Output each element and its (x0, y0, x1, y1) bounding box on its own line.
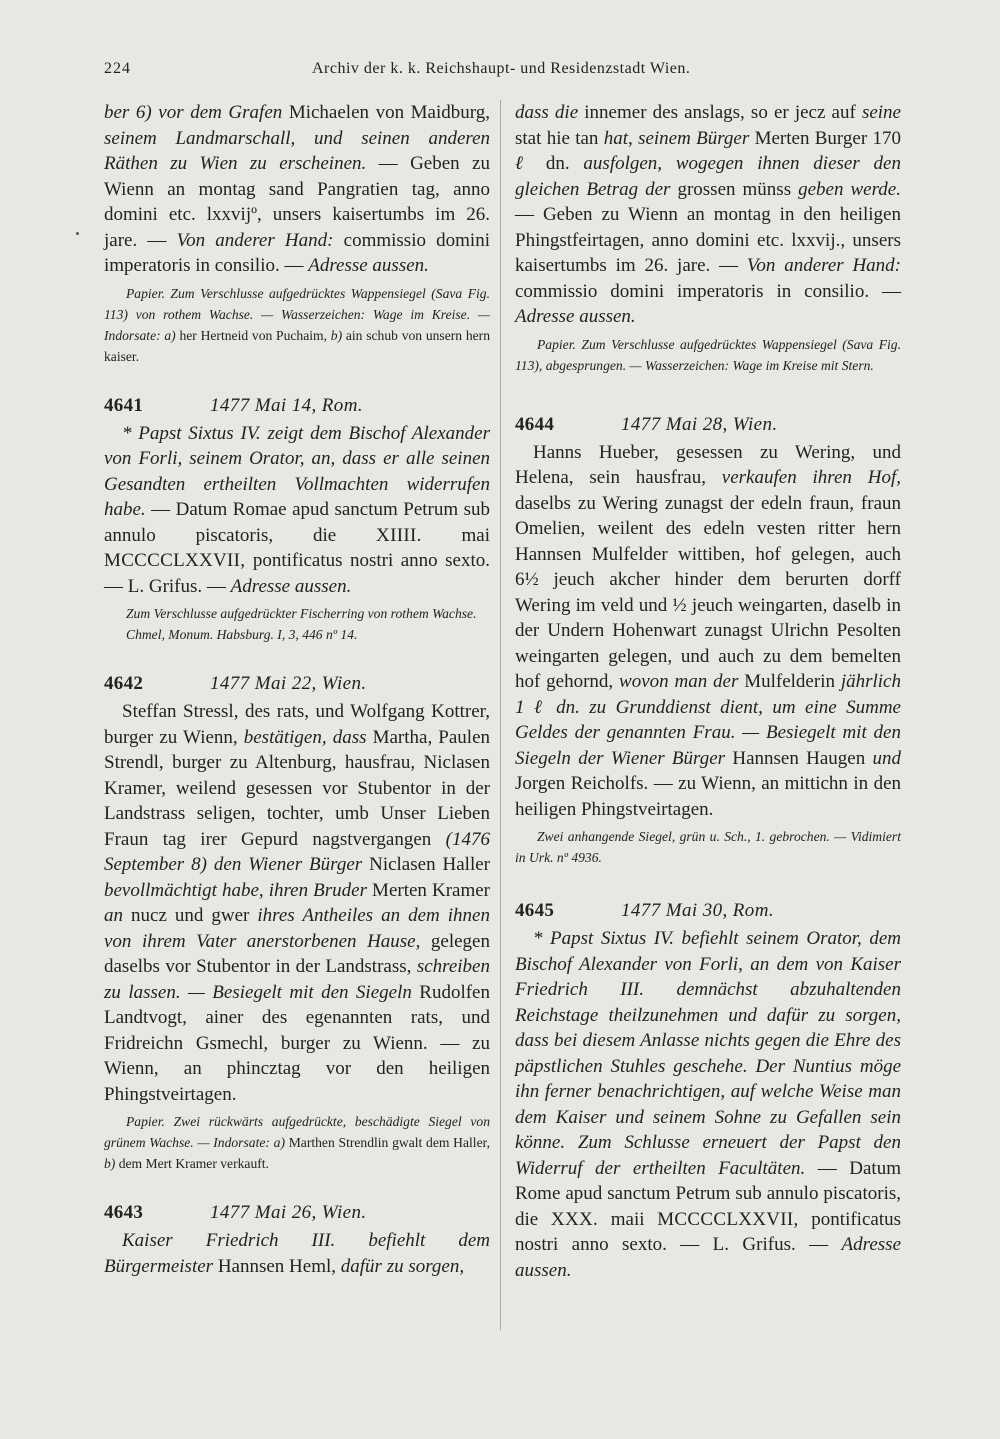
text-run: dem Mert Kramer verkauft. (115, 1156, 269, 1171)
text-run: pontificatus nostri anno sexto. — L. Grifus. — (104, 550, 490, 597)
italic-run: Adresse aussen. (308, 255, 429, 276)
entry-text (104, 421, 490, 600)
entry-text (515, 100, 901, 330)
italic-run: (1476 September 8) den Wiener Bürger (104, 828, 490, 875)
italic-run: Von anderer Hand: (176, 229, 334, 251)
italic-run: und (872, 747, 901, 769)
italic-run: seinem Landmarschall, und seinen anderen Räthen zu Wien zu erscheinen. (104, 127, 490, 174)
text-run: — Geben zu Wienn an montag in den heiligen Phingstfeirtagen, anno domini etc. lxxvij., unsers kaisertumbs im 26. jare. — (515, 204, 901, 276)
entry-header (515, 412, 901, 438)
italic-run: ihres Antheiles an dem ihnen von ihrem Vater anerstorbenen Hause, (104, 905, 490, 952)
entry-note (515, 826, 901, 868)
text-run: Merten Kramer (367, 879, 490, 901)
entry-note (104, 603, 490, 624)
left-column (104, 100, 490, 1279)
entry-note (515, 334, 901, 376)
italic-run: Papier. Zum Verschlusse aufgedrücktes Wappensiegel (Sava Fig. 113), abgesprungen. — Wasserzeichen: Wage im Kreise mit Stern. (515, 336, 901, 373)
text-run: Martha, Paulen Strendl, burger zu Altenburg, hausfrau, Niclasen Kramer, weilend gesessen vor Stubentor in der Landstrass seligen, tochter, umb Unser Lieben Fraun tag irer Gepurd nagstvergangen (104, 726, 490, 850)
entry-number: 4645 (515, 900, 555, 921)
entry-number: 4643 (104, 1202, 144, 1223)
entry-header (104, 671, 490, 697)
text-run: commissio domini imperatoris in consilio. — (104, 229, 490, 276)
roman-numeral: XXX. (550, 1208, 599, 1230)
running-header (0, 60, 1000, 90)
italic-run: seine (861, 102, 901, 123)
text-run: Hanns Hueber, gesessen zu Wering, und Helena, sein hausfrau, (515, 441, 901, 488)
italic-run: wovon man der (619, 671, 739, 692)
entry-date: 1477 Mai 22, Wien. (210, 673, 367, 694)
entry-text (515, 440, 901, 823)
roman-numeral: MCCCCLXXVII, (104, 550, 246, 571)
entry-4645 (515, 898, 901, 1283)
italic-run: Adresse aussen. (230, 575, 352, 597)
italic-run: an (104, 905, 123, 926)
text-run: Marthen Strendlin gwalt dem Haller, (284, 1135, 490, 1150)
entry-text (515, 926, 901, 1283)
italic-run: Papier. Zum Verschlusse aufgedrücktes Wappensiegel (Sava Fig. 113) von rothem Wachse. — Wasserzeichen: Wage im Kreise. — Indorsate: a) (104, 285, 490, 343)
italic-run: ber 6) vor dem Grafen (104, 102, 283, 123)
text-run: stat hie tan (515, 127, 604, 149)
right-column (515, 100, 901, 1283)
text-run: Michaelen von Maidburg, (282, 102, 490, 123)
page-number: 224 (104, 60, 131, 77)
entry-4642 (104, 671, 490, 1174)
text-run: Steffan Stressl, des rats, und Wolfgang Kottrer, burger zu Wienn, (104, 701, 490, 748)
text-run: ain schub von unsern hern kaiser. (104, 327, 490, 364)
text-run: — Datum Romae apud sanctum Petrum sub annulo piscatoris, die (104, 499, 490, 546)
italic-run: geben werde. (798, 178, 901, 200)
entry-note (104, 283, 490, 367)
running-title: Archiv der k. k. Reichshaupt- und Residenzstadt Wien. (312, 60, 691, 77)
text-run: — Datum Rome apud sanctum Petrum sub annulo piscatoris, die (515, 1157, 901, 1230)
entry-date: 1477 Mai 30, Rom. (621, 900, 774, 921)
italic-run: ausfolgen, wogegen ihnen dieser den gleichen Betrag der (515, 153, 901, 200)
italic-run: Papier. Zwei rückwärts aufgedrückte, beschädigte Siegel von grünem Wachse. — Indorsate: a) (104, 1114, 490, 1150)
roman-numeral: XIIII. (376, 524, 422, 546)
italic-run: Adresse aussen. (515, 1234, 901, 1281)
text-run: Jorgen Reicholfs. — zu Wienn, an mittichn in den heiligen Phingstveirtagen. (515, 773, 901, 820)
italic-run: dass die (515, 102, 579, 123)
text-run: daselbs zu Wering zunagst der edeln fraun, fraun Omelien, weilent des edeln vesten ritter hern Hannsen Mulfelder wittiben, hof gelegen, auch 6½ jeuch akcher hinder dem berurten dorff Wering im veld und ½ jeuch weingarten, daselb in der Undern Hohenwart zunagst Ulrichn Pesolten weingarten gelegen, und auch zu dem bemelten hof gehornd, (515, 492, 901, 692)
italic-run: b) (330, 327, 343, 343)
entry-text (104, 100, 490, 279)
text-run: Niclasen Haller (362, 854, 490, 875)
text-run: Hannsen Heml, (213, 1255, 341, 1277)
entry-number: 4641 (104, 394, 144, 416)
entry-header (104, 1200, 490, 1226)
text-run: nucz und gwer (123, 905, 258, 926)
text-run: Merten Burger 170 (749, 127, 901, 149)
text-run: mai (421, 524, 490, 546)
italic-run: * Papst Sixtus IV. zeigt dem Bischof Alexander von Forli, seinem Orator, an, dass er alle seinen Gesandten ertheilten Vollmachten widerrufen habe. (104, 422, 490, 520)
text-run: maii (598, 1208, 658, 1230)
italic-run: jährlich 1 ℓ dn. zu Grunddienst dient, um eine Summe Geldes der genannten Frau. — Besiegelt mit den Siegeln der Wiener Bürger (515, 671, 901, 769)
entry-header (515, 898, 901, 924)
pound-symbol: ℓ (515, 153, 532, 174)
italic-run: Von anderer Hand: (746, 255, 901, 276)
entry-date: 1477 Mai 14, Rom. (210, 394, 363, 416)
entry-date: 1477 Mai 26, Wien. (210, 1202, 367, 1223)
roman-numeral: MCCCCLXXVII, (657, 1208, 799, 1230)
italic-run: verkaufen ihren Hof, (721, 467, 901, 488)
entry-text (104, 1228, 490, 1279)
entry-citation: Chmel, Monum. Habsburg. I, 3, 446 nº 14. (126, 627, 358, 642)
entry-4643 (104, 1200, 490, 1279)
text-run: Rudolfen Landtvogt, ainer des egenannten rats, und Fridreichn Gsmechl, burger zu Wienn. — zu Wienn, an phincztag vor den heiligen Phingstveirtagen. (104, 981, 490, 1105)
text-run: commissio domini imperatoris in consilio. — (515, 280, 901, 302)
entry-text (104, 699, 490, 1107)
text-run: innemer des anslags, so er jecz auf (578, 102, 862, 123)
text-run: — Geben zu Wienn an montag sand Pangratien tag, anno domini etc. lxxvijº, unsers kaisertumbs im 26. jare. — (104, 153, 490, 251)
text-run: her Hertneid von Puchaim, (175, 327, 331, 343)
italic-run: Adresse aussen. (515, 306, 636, 327)
text-run: Mulfelderin (738, 671, 841, 692)
entry-header (104, 393, 490, 419)
text-run: grossen münss (670, 178, 799, 200)
continued-entry-4643 (515, 100, 901, 376)
column-divider (500, 100, 501, 1330)
entry-4641 (104, 393, 490, 646)
italic-run: schreiben zu lassen. — Besiegelt mit den Siegeln (104, 956, 490, 1003)
italic-run: Kaiser Friedrich III. befiehlt dem Bürgermeister (104, 1230, 490, 1277)
entry-number: 4642 (104, 673, 144, 694)
entry-note (104, 1111, 490, 1174)
italic-run: Zwei anhangende Siegel, grün u. Sch., 1. gebrochen. — Vidimiert in Urk. nº 4936. (515, 829, 901, 865)
italic-run: * Papst Sixtus IV. befiehlt seinem Orator, dem Bischof Alexander von Forli, an dem von Kaiser Friedrich III. demnächst abzuhaltenden Reichstage theilzunehmen und dafür zu sorgen, dass bei diesem Anlasse nichts gegen die Ehre des päpstlichen Stuhles geschehe. Der Nuntius möge ihn ferner benachrichtigen, auf welche Weise man dem Kaiser und seinem Sohne zu Gefallen sein könne. Zum Schlusse erneuert der Papst den Widerruf der ertheilten Facultäten. (515, 928, 901, 1179)
text-run: pontificatus nostri anno sexto. — L. Grifus. — (515, 1208, 901, 1255)
entry-date: 1477 Mai 28, Wien. (621, 413, 778, 435)
margin-dot (76, 232, 79, 235)
text-run: Hannsen Haugen (725, 747, 873, 769)
italic-run: Zum Verschlusse aufgedrückter Fischerring von rothem Wachse. (126, 606, 477, 621)
italic-run: bevollmächtigt habe, ihren Bruder (104, 879, 367, 901)
italic-run: hat, seinem Bürger (603, 127, 750, 149)
italic-run: dafür zu sorgen, (340, 1255, 465, 1277)
italic-run: b) (104, 1156, 116, 1171)
italic-run: bestätigen, dass (243, 726, 367, 748)
entry-4644 (515, 412, 901, 869)
entry-number: 4644 (515, 413, 555, 435)
text-run: gelegen daselbs vor Stubentor in der Landstrass, (104, 930, 490, 977)
continued-entry-4640 (104, 100, 490, 367)
text-run: dn. (532, 153, 584, 174)
